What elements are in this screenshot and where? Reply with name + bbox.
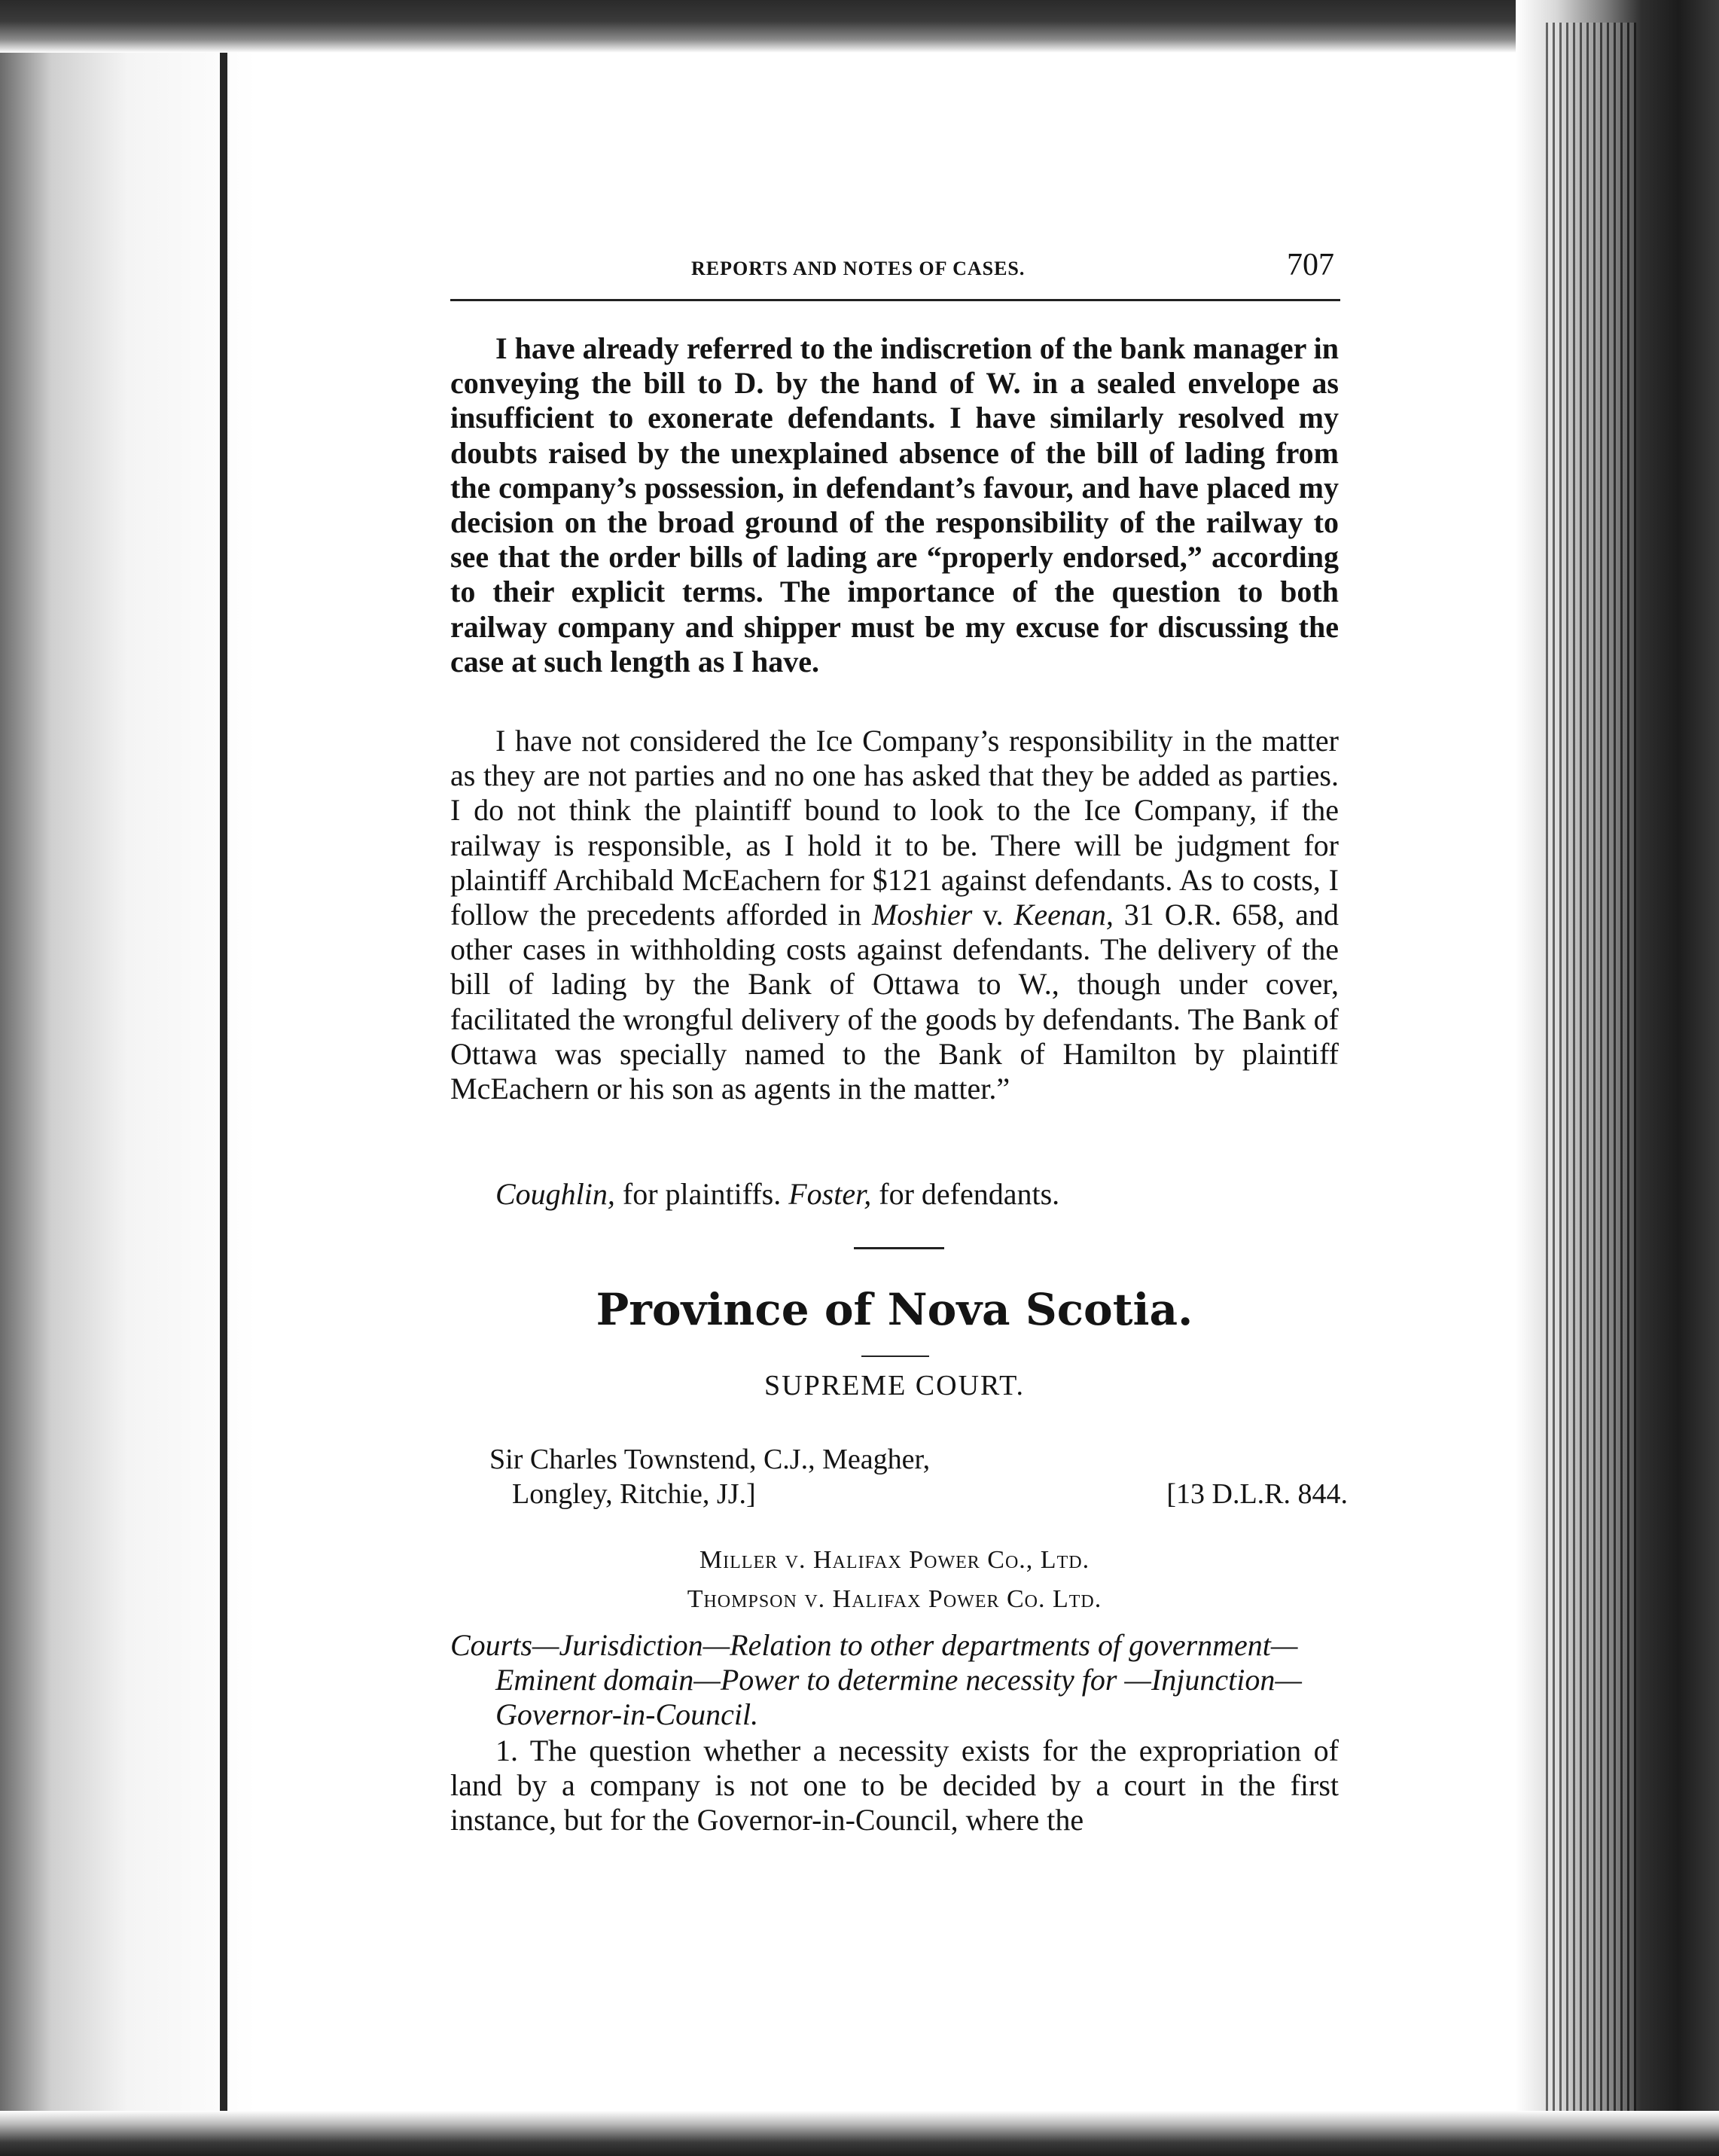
defendant-counsel-name: Foster, <box>788 1177 872 1211</box>
counsel-line <box>495 1177 1059 1212</box>
judges-block <box>489 1442 1348 1511</box>
versus: v. <box>972 898 1014 932</box>
scan-bottom-edge <box>0 2111 1719 2156</box>
headnote-catchwords: Courts—Jurisdiction—Relation to other departments of government—Eminent domain—Power to determine necessity for —Injunction—Governor-in-Council. <box>450 1628 1302 1731</box>
judges-line-2: Longley, Ritchie, JJ.] <box>512 1478 756 1510</box>
running-title: REPORTS AND NOTES OF CASES. <box>691 258 1026 279</box>
plaintiff-counsel-role: for plaintiffs. <box>614 1177 789 1211</box>
scan-top-edge <box>0 0 1719 53</box>
case-name-moshier: Moshier <box>871 898 973 932</box>
book-spine-edge <box>220 45 227 2139</box>
judges-line-1: Sir Charles Townstend, C.J., Meagher, <box>489 1444 931 1475</box>
province-rule <box>861 1356 929 1357</box>
page-edge-stripes <box>1546 23 1636 2131</box>
plaintiff-counsel-name: Coughlin, <box>495 1177 615 1211</box>
paragraph-2-after: 31 O.R. 658, and other cases in withholding costs against defendants. The delivery of the bill of lading by the Bank of Ottawa to W., though under cover, facilitated the wrongful delivery of the goods by defendants. The Bank of Ottawa was specially named to the Bank of Hamilton by plaintiff McEachern or his son as agents in the matter.” <box>450 898 1339 1106</box>
case-name-thompson: Thompson v. Halifax Power Co. Ltd. <box>687 1585 1102 1613</box>
defendant-counsel-role: for defendants. <box>871 1177 1060 1211</box>
page-number: 707 <box>1287 248 1334 282</box>
paragraph-1-block <box>450 331 1339 679</box>
case-name-keenan: Keenan, <box>1013 898 1114 932</box>
header-rule <box>450 299 1340 301</box>
scan-left-margin-shadow <box>0 0 256 2156</box>
report-citation: [13 D.L.R. 844. <box>1166 1478 1348 1510</box>
headnote-body-block <box>450 1734 1339 1838</box>
province-heading: Province of Nova Scotia. <box>596 1284 1193 1335</box>
paragraph-1: I have already referred to the indiscretion of the bank manager in conveying the bill to D. by the hand of W. in a sealed envelope as insufficient to exonerate defendants. I have similarly resolved my doubts raised by the unexplained absence of the bill of lading from the company’s possession, in defendant’s favour, and have placed my decision on the broad ground of the responsibility of the railway to see that the order bills of lading are “properly endorsed,” according to their explicit terms. The importance of the question to both railway company and shipper must be my excuse for discussing the case at such length as I have. <box>450 331 1339 679</box>
section-divider <box>854 1247 944 1249</box>
running-header <box>450 247 1340 292</box>
judges-line-2-row <box>489 1477 1348 1511</box>
case-names <box>450 1541 1339 1619</box>
court-heading: SUPREME COURT. <box>764 1370 1025 1401</box>
headnote-body: 1. The question whether a necessity exists for the expropriation of land by a company is not one to be decided by a court in the first instance, but for the Governor-in-Council, where the <box>450 1734 1339 1837</box>
paragraph-2-before: I have not considered the Ice Company’s responsibility in the matter as they are not parties and no one has asked that they be added as parties. I do not think the plaintiff bound to look to the Ice Company, if the railway is responsible, as I hold it to be. There will be judgment for plaintiff Archibald McEachern for $121 against defendants. As to costs, I follow the precedents afforded in <box>450 724 1339 932</box>
paragraph-2 <box>450 724 1339 1106</box>
case-name-miller: Miller v. Halifax Power Co., Ltd. <box>699 1546 1090 1574</box>
paragraph-2-block <box>450 724 1339 1106</box>
